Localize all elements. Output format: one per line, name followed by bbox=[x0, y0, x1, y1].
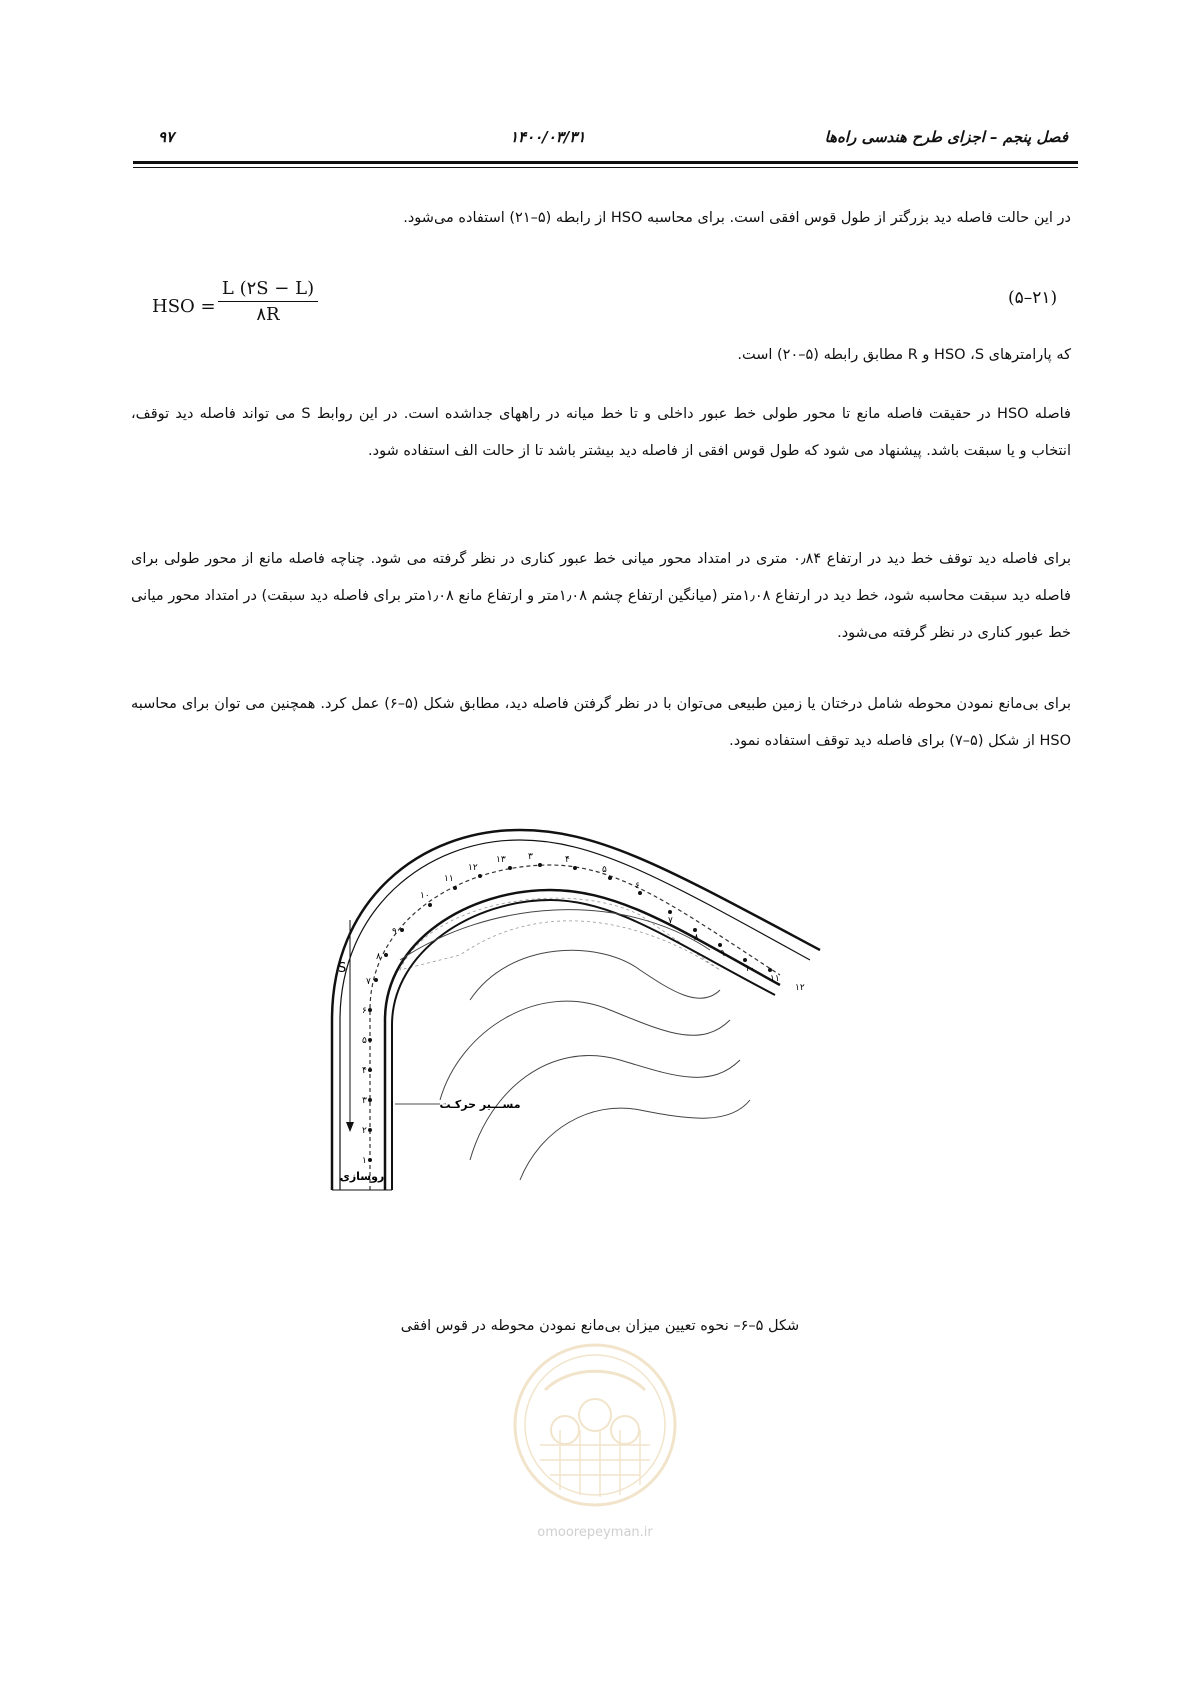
equation-numerator: L (۲S − L) bbox=[218, 278, 318, 302]
header-date: ۱۴۰۰/۰۳/۳۱ bbox=[510, 128, 586, 146]
arc-tick-label: ۷ bbox=[668, 916, 673, 926]
arc-tick-label: ۸ bbox=[694, 933, 699, 943]
page-number: ۹۷ bbox=[158, 128, 175, 146]
label-pavement: روسازی bbox=[339, 1170, 385, 1183]
equation-lhs: HSO = bbox=[152, 296, 216, 317]
equation-number: (۵–۲۱) bbox=[1008, 288, 1058, 308]
arc-tick-label: ۵ bbox=[602, 865, 607, 875]
centre-line bbox=[370, 865, 780, 1190]
arc-tick-label: ۱۳ bbox=[496, 855, 506, 865]
s-arrow-head bbox=[346, 1122, 354, 1132]
left-tick-label: ۹ bbox=[392, 927, 397, 937]
road-inner-edge-2 bbox=[392, 900, 775, 1190]
equation-denominator: ۸R bbox=[256, 304, 280, 325]
watermark-seal bbox=[460, 1335, 730, 1525]
arc-tick-label: ۶ bbox=[635, 881, 640, 891]
left-tick-label: ۶ bbox=[362, 1006, 367, 1016]
arc-tick-label: ۱۱ bbox=[770, 974, 780, 984]
left-tick-label: ۳ bbox=[362, 1096, 367, 1106]
arc-tick-label: ۱۱ bbox=[444, 874, 454, 884]
contour-line bbox=[440, 1001, 730, 1100]
watermark-url: omoorepeyman.ir bbox=[537, 1525, 653, 1540]
figure-caption: شکل ۵–۶– نحوه تعیین میزان بی‌مانع نمودن محوطه در قوس افقی bbox=[400, 1318, 800, 1334]
horizontal-curve-figure bbox=[338, 852, 840, 1200]
left-tick-label: ۱ bbox=[362, 1156, 367, 1166]
paragraph-intro: در این حالت فاصله دید بزرگتر از طول قوس افقی است. برای محاسبه HSO از رابطه (۵–۲۱) استفاده می‌شود. bbox=[403, 210, 1071, 226]
left-tick-label: ۸ bbox=[376, 952, 381, 962]
left-tick-label: ۴ bbox=[362, 1066, 367, 1076]
header-rule-thick bbox=[133, 161, 1078, 164]
label-travel-path: مســـیر حرکـت bbox=[439, 1098, 521, 1111]
road-inner-edge bbox=[385, 890, 780, 1190]
left-tick-label: ۵ bbox=[362, 1036, 367, 1046]
arc-tick-label: ۱۲ bbox=[468, 863, 478, 873]
arc-tick-label: ۳ bbox=[528, 852, 533, 862]
arc-tick-label: ۴ bbox=[565, 855, 570, 865]
left-tick-label: ۲ bbox=[362, 1126, 367, 1136]
paragraph-sight-line-height: برای فاصله دید توقف خط دید در ارتفاع ۰٫۸۴ متری در امتداد محور میانی خط عبور کناری در نظر گرفته می شود. چناچه فاصله مانع از محور طولی برای فاصله دید سبقت محاسبه شود، خط دید در ارتفاع ۱٫۰۸متر (میانگین ارتفاع چشم ۱٫۰۸متر و ارتفاع مانع ۱٫۰۸متر برای فاصله دید سبقت) در امتداد محور میانی خط عبور کناری در نظر گرفته می‌شود. bbox=[131, 551, 1072, 641]
left-tick-label: ۷ bbox=[366, 977, 371, 987]
arc-tick-label: ۱۰ bbox=[420, 891, 430, 901]
arc-tick-label: ۱۰ bbox=[745, 964, 755, 974]
label-s: S bbox=[338, 961, 347, 976]
paragraph-parameters: که پارامترهای HSO ،S و R مطابق رابطه (۵–۲۰) است. bbox=[737, 347, 1071, 363]
equation-fraction bbox=[218, 278, 318, 325]
paragraph-hso-definition: فاصله HSO در حقیقت فاصله مانع تا محور طولی خط عبور داخلی و تا خط میانه در راههای جداشده است. در این روابط S می تواند فاصله دید توقف، انتخاب و یا سبقت باشد. پیشنهاد می شود که طول قوس افقی از فاصله دید بیشتر باشد تا از حالت الف استفاده شود. bbox=[131, 406, 1071, 459]
paragraph-clearing: برای بی‌مانع نمودن محوطه شامل درختان یا زمین طبیعی می‌توان با در نظر گرفتن فاصله دید، مطابق شکل (۵–۶) عمل کرد. همچنین می توان برای محاسبه HSO از شکل (۵–۷) برای فاصله دید توقف استفاده نمود. bbox=[131, 696, 1071, 749]
contour-line bbox=[470, 950, 720, 1000]
road-outer-edge bbox=[332, 830, 820, 1190]
chapter-title: فصل پنجم – اجزای طرح هندسی راه‌ها bbox=[824, 128, 1068, 146]
contour-line bbox=[520, 1100, 750, 1180]
arc-tick-label: ۱۲ bbox=[795, 983, 805, 993]
arc-tick-label: ۹ bbox=[720, 949, 725, 959]
header-rule-thin bbox=[133, 167, 1078, 168]
